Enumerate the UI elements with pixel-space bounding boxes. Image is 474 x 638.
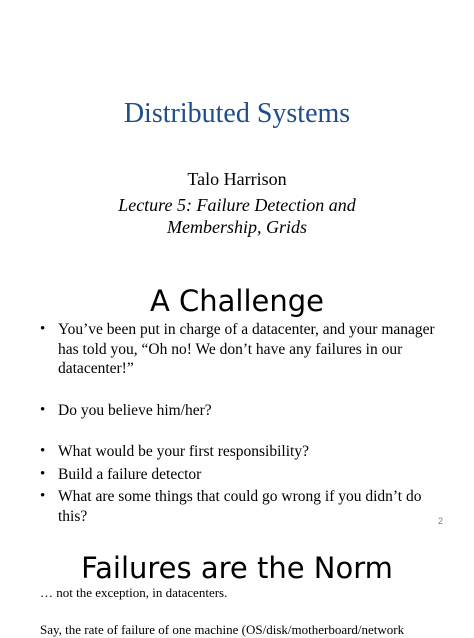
bullet-item bbox=[38, 465, 438, 485]
bullet-dot-icon: • bbox=[40, 401, 46, 418]
bullet-item bbox=[38, 442, 438, 462]
lecture-title: Lecture 5: Failure Detection and Membership, Grids bbox=[118, 195, 356, 237]
bullet-list bbox=[38, 320, 438, 526]
bullet-text: You’ve been put in charge of a datacenter, and your manager has told you, “Oh no! We don’t have any failures in our datacenter!” bbox=[58, 321, 435, 377]
author-name: Talo Harrison bbox=[187, 169, 287, 189]
deck-title: Distributed Systems bbox=[123, 98, 351, 129]
bullet-item bbox=[38, 320, 438, 379]
bullet-text: Do you believe him/her? bbox=[58, 401, 212, 419]
bullet-dot-icon: • bbox=[40, 465, 46, 482]
slide-note: … not the exception, in datacenters. bbox=[40, 585, 228, 600]
bullet-dot-icon: • bbox=[40, 443, 46, 459]
bullet-item bbox=[38, 487, 438, 526]
bullet-dot-icon: • bbox=[40, 321, 46, 337]
slide-heading: Failures are the Norm bbox=[81, 551, 393, 585]
page-number: 2 bbox=[438, 516, 444, 526]
bullet-text: What are some things that could go wrong if you didn’t do this? bbox=[58, 488, 422, 525]
bullet-item bbox=[38, 401, 438, 421]
bullet-text: Build a failure detector bbox=[58, 465, 202, 483]
slide-heading: A Challenge bbox=[149, 284, 325, 318]
bullet-dot-icon: • bbox=[40, 488, 46, 504]
partial-text-line: Say, the rate of failure of one machine (OS/disk/motherboard/network bbox=[40, 622, 405, 637]
bullet-text: What would be your first responsibility? bbox=[58, 443, 309, 460]
